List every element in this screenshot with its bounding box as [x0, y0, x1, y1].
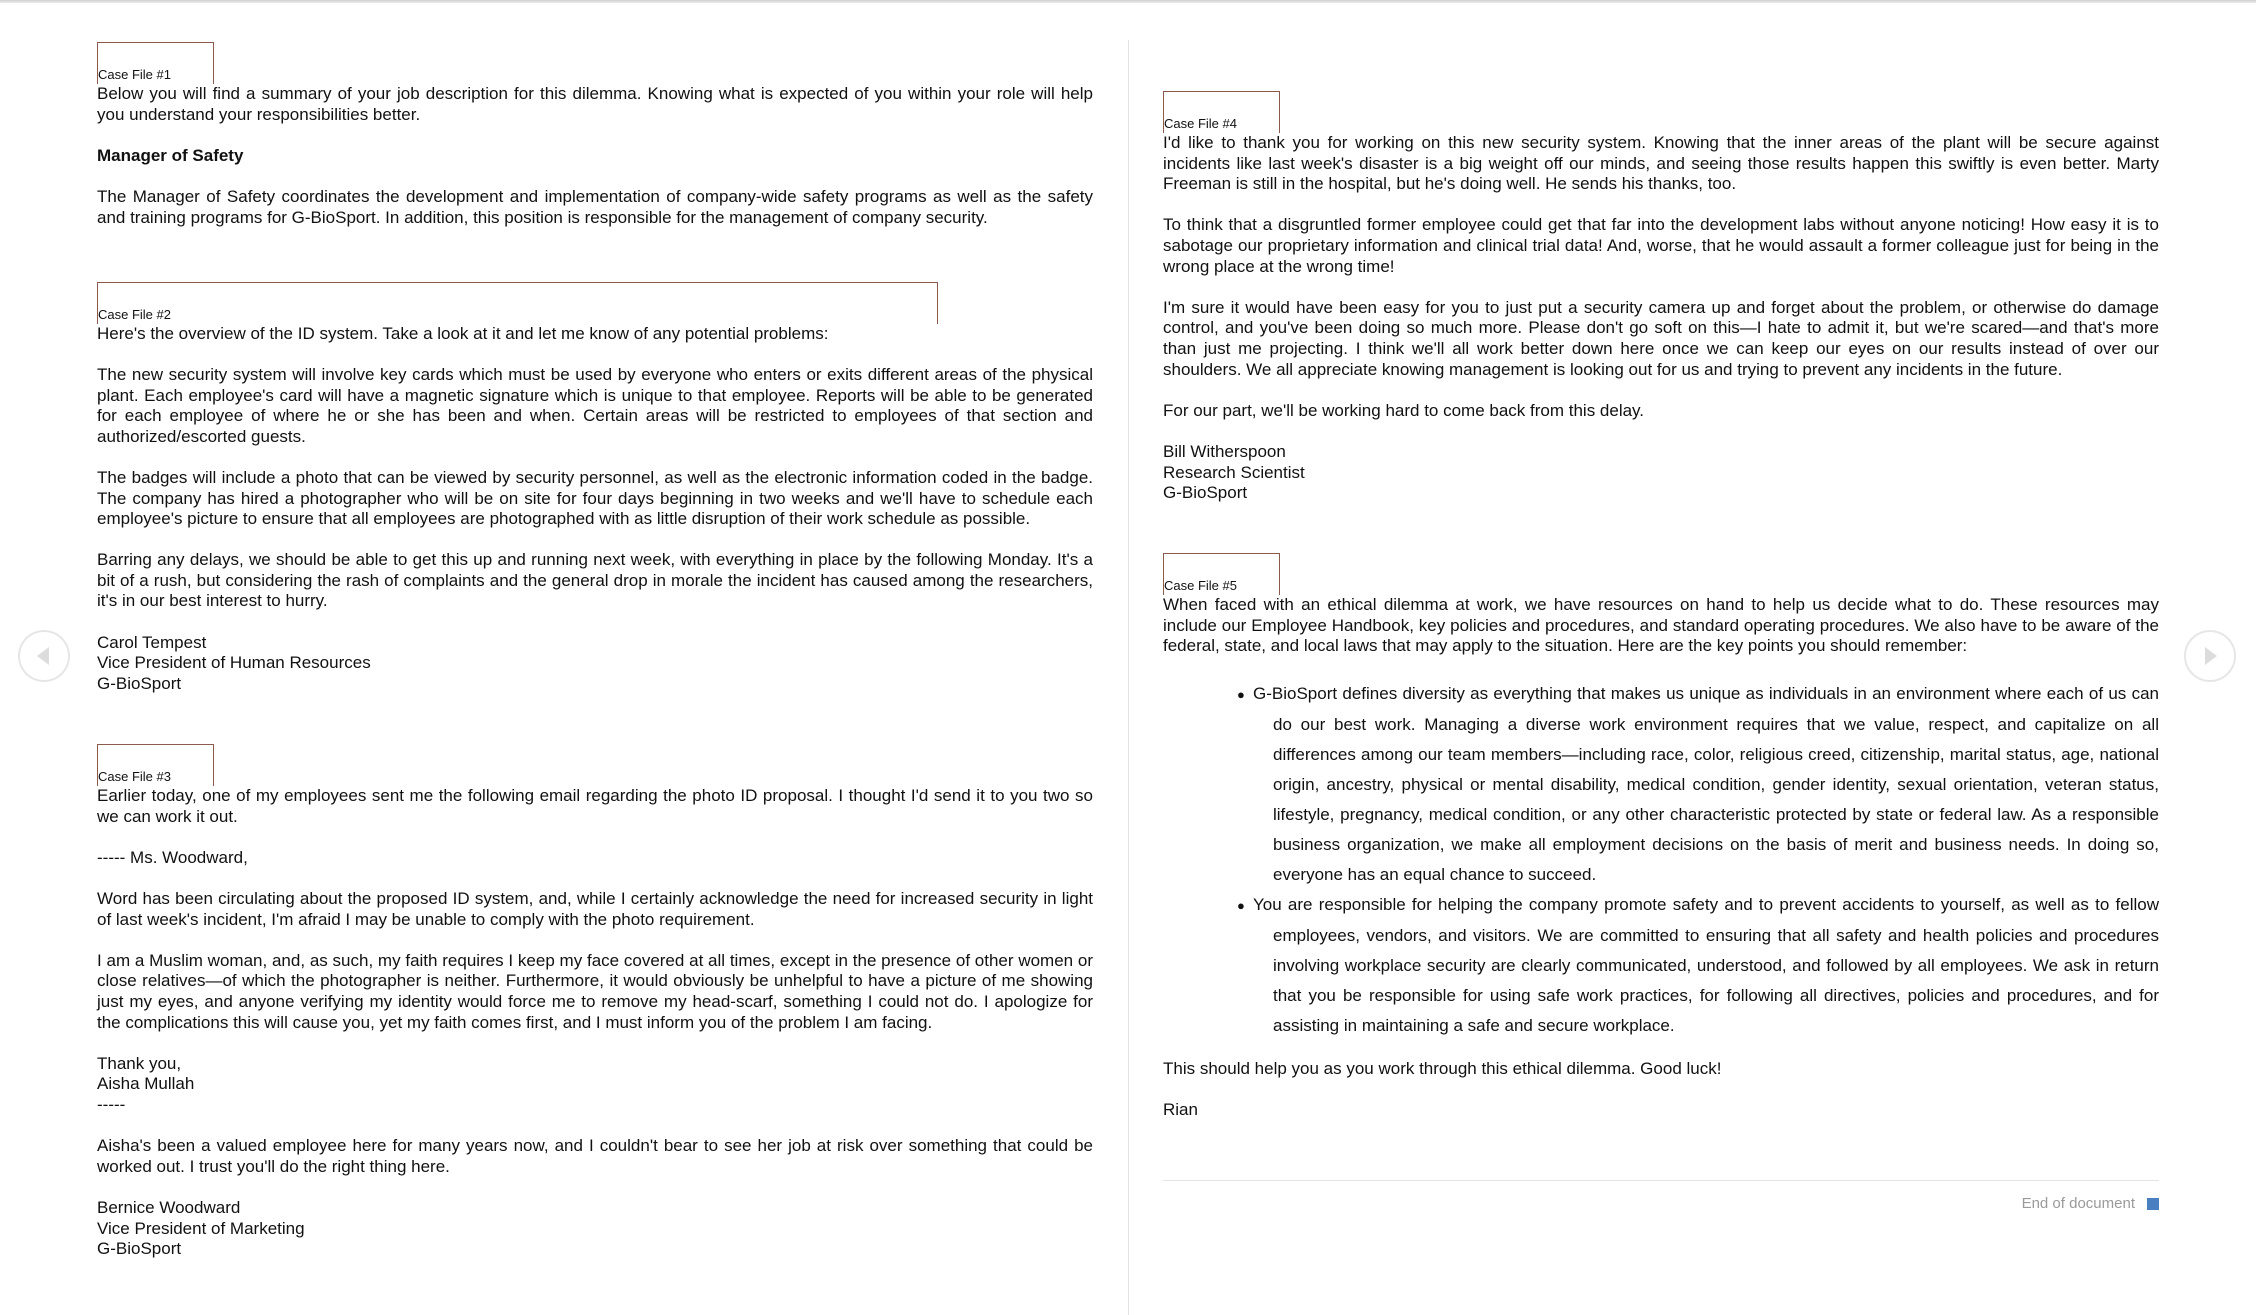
email-paragraph: Word has been circulating about the proposed ID system, and, while I certainly acknowledge the need for increased security in light of last week's incident, I'm afraid I may be unable to comply with the photo requirement. [97, 889, 1093, 929]
role-title: Manager of Safety [97, 145, 244, 165]
chevron-left-icon [20, 632, 68, 680]
case-2-paragraph: Barring any delays, we should be able to get this up and running next week, with everything in place by the following Monday. It's a bit of a rush, but considering the rash of complaints and the general drop in morale the incident has caused among the researchers, it's in our best interest to hurry. [97, 550, 1093, 611]
signature-company: G-BioSport [1163, 483, 1248, 503]
case-2-paragraph: The badges will include a photo that can be viewed by security personnel, as well as the electronic information coded in the badge. The company has hired a photographer who will be on site for four days beginning in two weeks and we'll have to schedule each employee's picture to ensure that all employees are photographed with as little disruption of their work schedule as possible. [97, 467, 1093, 529]
end-of-document-label: End of document [2021, 1195, 2135, 1212]
email-end-marker: ----- [97, 1094, 126, 1114]
signature-title: Vice President of Marketing [97, 1218, 305, 1238]
signature-name: Carol Tempest [97, 632, 207, 652]
spacer [97, 249, 1093, 282]
case-file-4-tab [1163, 91, 2159, 133]
case-file-2-label: Case File #2 [98, 306, 171, 322]
end-of-document [2022, 1195, 2159, 1212]
list-item [1237, 890, 2159, 1041]
signature-company: G-BioSport [97, 673, 182, 693]
bullet-text: G-BioSport defines diversity as everything that makes us unique as individuals in an environment where each of us can do our best work. Managing a diverse work environment requires that we value, respect, and capitalize on all differences among our team members—including race, color, religious creed, citizenship, marital status, age, national origin, ancestry, physical or mental disability, medical condition, gender identity, sexual orientation, veteran status, lifestyle, pregnancy, medical condition, or any other characteristic protected by state or federal law. As a responsible business organization, we make all employment decisions on the basis of merit and business needs. In doing so, everyone has an equal chance to succeed. [1253, 684, 2159, 885]
end-rule [1163, 1180, 2159, 1181]
email-close: Thank you, [97, 1053, 182, 1073]
signature-company: G-BioSport [97, 1239, 182, 1259]
key-points-list [1163, 679, 2159, 1041]
case-file-5-label: Case File #5 [1164, 578, 1237, 594]
case-4-paragraph: I'd like to thank you for working on this new security system. Knowing that the inner areas of the plant will be secure against incidents like last week's disaster is a big weight off our minds, and seeing those results happen this swiftly is even better. Marty Freeman is still in the hospital, but he's doing well. He sends his thanks, too. [1163, 133, 2159, 194]
column-divider [1128, 40, 1129, 1315]
case-4-paragraph: For our part, we'll be working hard to come back from this delay. [1163, 400, 1645, 420]
case-4-paragraph: To think that a disgruntled former employee could get that far into the development labs without anyone noticing! How easy it is to sabotage our proprietary information and clinical trial data! And, worse, that he would assault a former colleague just for being in the wrong place at the wrong time! [1163, 215, 2159, 276]
email-paragraph: I am a Muslim woman, and, as such, my faith requires I keep my face covered at all times, except in the presence of other women or close relatives—of which the photographer is neither. Furthermore, it would obviously be unhelpful to have a picture of me showing just my eyes, and anyone verifying my identity would force me to remove my head-scarf, something I could not do. I apologize for the complications this will cause you, yet my faith comes first, and I must inform you of the problem I am facing. [97, 950, 1093, 1032]
case-5-intro: When faced with an ethical dilemma at work, we have resources on hand to help us decide what to do. These resources may include our Employee Handbook, key policies and procedures, and standard operating procedures. We also have to be aware of the federal, state, and local laws that may apply to the situation. Here are the key points you should remember: [1163, 595, 2159, 656]
case-2-paragraph: The new security system will involve key cards which must be used by everyone who enters or exits different areas of the physical plant. Each employee's card will have a magnetic signature which is unique to that employee. Reports will be able to be generated for each employee of where he or she has been and when. Certain areas will be restricted to employees of that section and authorized/escorted guests. [97, 364, 1093, 446]
case-file-3-label: Case File #3 [98, 769, 171, 785]
email-sender: Aisha Mullah [97, 1074, 195, 1094]
left-column [97, 42, 1093, 1280]
role-description: The Manager of Safety coordinates the development and implementation of company-wide safety programs as well as the safety and training programs for G-BioSport. In addition, this position is responsible for the management of company security. [97, 186, 1093, 227]
case-file-3-tab [97, 744, 1093, 786]
tab-frame [97, 282, 938, 324]
signature-name: Bernice Woodward [97, 1197, 241, 1217]
bullet-text: You are responsible for helping the company promote safety and to prevent accidents to yourself, as well as to fellow employees, vendors, and visitors. We are committed to ensuring that all safety and health policies and procedures involving workplace security are clearly communicated, understood, and followed by all employees. We ask in return that you be responsible for using safe work practices, for following all directives, policies and procedures, and for assisting in maintaining a safe and secure workplace. [1253, 895, 2159, 1036]
case-4-signature [1163, 442, 2159, 504]
right-column [1163, 91, 2159, 1141]
signature-name: Bill Witherspoon [1163, 441, 1286, 461]
list-item [1237, 679, 2159, 890]
case-1-intro: Below you will find a summary of your job description for this dilemma. Knowing what is expected of you within your role will help you understand your responsibilities better. [97, 84, 1093, 124]
end-marker-icon [2147, 1198, 2159, 1210]
bullet-icon: ● [1237, 898, 1245, 914]
email-closing [97, 1054, 1093, 1116]
signature-title: Vice President of Human Resources [97, 653, 371, 673]
signature-title: Research Scientist [1163, 462, 1305, 482]
spacer [1163, 524, 2159, 553]
next-page-button[interactable] [2184, 630, 2236, 682]
chevron-right-icon [2186, 632, 2234, 680]
case-3-intro: Earlier today, one of my employees sent me the following email regarding the photo ID proposal. I thought I'd send it to you two so we can work it out. [97, 786, 1093, 826]
case-file-1-tab [97, 42, 1093, 84]
email-header: ----- Ms. Woodward, [97, 847, 248, 867]
case-file-2-tab [97, 282, 1093, 324]
case-5-signature: Rian [1163, 1099, 1198, 1119]
case-file-1-label: Case File #1 [98, 67, 171, 82]
previous-page-button[interactable] [18, 630, 70, 682]
case-2-signature [97, 633, 1093, 695]
spacer [97, 715, 1093, 744]
bullet-icon: ● [1237, 687, 1245, 703]
case-5-closing: This should help you as you work through this ethical dilemma. Good luck! [1163, 1059, 1722, 1079]
case-4-paragraph: I'm sure it would have been easy for you to just put a security camera up and forget about the problem, or otherwise do damage control, and you've been doing so much more. Please don't go soft on this—I hate to admit it, but we're scared—and that's more than just me projecting. I think we'll all work better down here once we can keep our eyes on our results instead of over our shoulders. We all appreciate knowing management is looking out for us and trying to prevent any incidents in the future. [1163, 297, 2159, 379]
case-file-5-tab [1163, 553, 2159, 595]
case-3-outro: Aisha's been a valued employee here for many years now, and I couldn't bear to see her job at risk over something that could be worked out. I trust you'll do the right thing here. [97, 1136, 1093, 1176]
case-2-paragraph: Here's the overview of the ID system. Take a look at it and let me know of any potential problems: [97, 323, 829, 343]
top-edge [0, 0, 2256, 3]
case-3-signature [97, 1198, 1093, 1260]
case-file-4-label: Case File #4 [1164, 116, 1237, 131]
